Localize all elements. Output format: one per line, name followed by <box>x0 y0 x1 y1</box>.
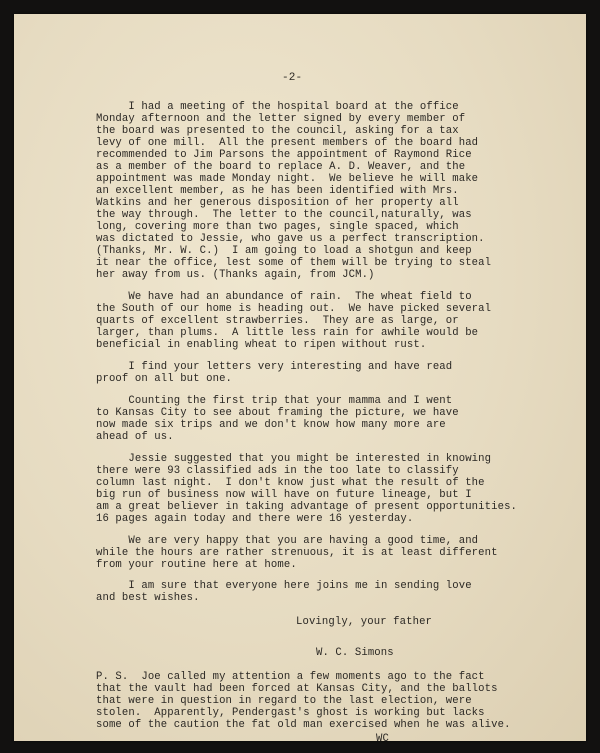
text-line: as a member of the board to replace A. D. Weaver, and the <box>96 161 466 173</box>
text-line: column last night. I don't know just what the result of the <box>96 477 485 489</box>
text-line: to Kansas City to see about framing the picture, we have <box>96 407 459 419</box>
text-line: We have had an abundance of rain. The wheat field to <box>96 291 472 303</box>
text-line: Watkins and her generous disposition of her property all <box>96 197 459 209</box>
text-line: 16 pages again today and there were 16 yesterday. <box>96 513 414 525</box>
text-line: I had a meeting of the hospital board at the office <box>96 101 459 113</box>
text-line: was dictated to Jessie, who gave us a perfect transcription. <box>96 233 485 245</box>
text-line: quarts of excellent strawberries. They are as large, or <box>96 315 459 327</box>
text-line: now made six trips and we don't know how many more are <box>96 419 446 431</box>
page-number: -2- <box>282 72 303 84</box>
text-line: beneficial in enabling wheat to ripen without rust. <box>96 339 427 351</box>
postscript-line: that were in question in regard to the last election, were <box>96 695 472 707</box>
text-line: the South of our home is heading out. We have picked several <box>96 303 492 315</box>
text-line: recommended to Jim Parsons the appointment of Raymond Rice <box>96 149 472 161</box>
text-line: the way through. The letter to the council,naturally, was <box>96 209 472 221</box>
text-line: while the hours are rather strenuous, it is at least different <box>96 547 498 559</box>
text-line: am a great believer in taking advantage of present opportunities. <box>96 501 518 513</box>
postscript-line: that the vault had been forced at Kansas City, and the ballots <box>96 683 498 695</box>
closing: Lovingly, your father <box>296 616 433 628</box>
text-line: Monday afternoon and the letter signed by every member of <box>96 113 466 125</box>
text-line: Counting the first trip that your mamma and I went <box>96 395 453 407</box>
text-line: big run of business now will have on future lineage, but I <box>96 489 472 501</box>
text-line: long, covering more than two pages, single spaced, which <box>96 221 459 233</box>
letter-body <box>14 14 586 745</box>
text-line: from your routine here at home. <box>96 559 297 571</box>
text-line: her away from us. (Thanks again, from JCM.) <box>96 269 375 281</box>
signature: W. C. Simons <box>316 647 394 659</box>
text-line: an excellent member, as he has been identified with Mrs. <box>96 185 459 197</box>
letter-page <box>14 14 586 745</box>
text-line: I am sure that everyone here joins me in sending love <box>96 580 472 592</box>
text-line: Jessie suggested that you might be interested in knowing <box>96 453 492 465</box>
text-line: there were 93 classified ads in the too late to classify <box>96 465 459 477</box>
postscript-line: P. S. Joe called my attention a few moments ago to the fact <box>96 671 485 683</box>
text-line: and best wishes. <box>96 592 200 604</box>
text-line: larger, than plums. A little less rain for awhile would be <box>96 327 479 339</box>
text-line: (Thanks, Mr. W. C.) I am going to load a shotgun and keep <box>96 245 472 257</box>
text-line: levy of one mill. All the present members of the board had <box>96 137 479 149</box>
text-line: appointment was made Monday night. We believe he will make <box>96 173 479 185</box>
text-line: it near the office, lest some of them will be trying to steal <box>96 257 492 269</box>
text-line: We are very happy that you are having a good time, and <box>96 535 479 547</box>
initials: WC <box>376 733 389 745</box>
text-line: I find your letters very interesting and have read <box>96 361 453 373</box>
postscript-line: some of the caution the fat old man exercised when he was alive. <box>96 719 511 731</box>
text-line: ahead of us. <box>96 431 174 443</box>
postscript-line: stolen. Apparently, Pendergast's ghost is working but lacks <box>96 707 485 719</box>
text-line: proof on all but one. <box>96 373 233 385</box>
text-line: the board was presented to the council, asking for a tax <box>96 125 459 137</box>
